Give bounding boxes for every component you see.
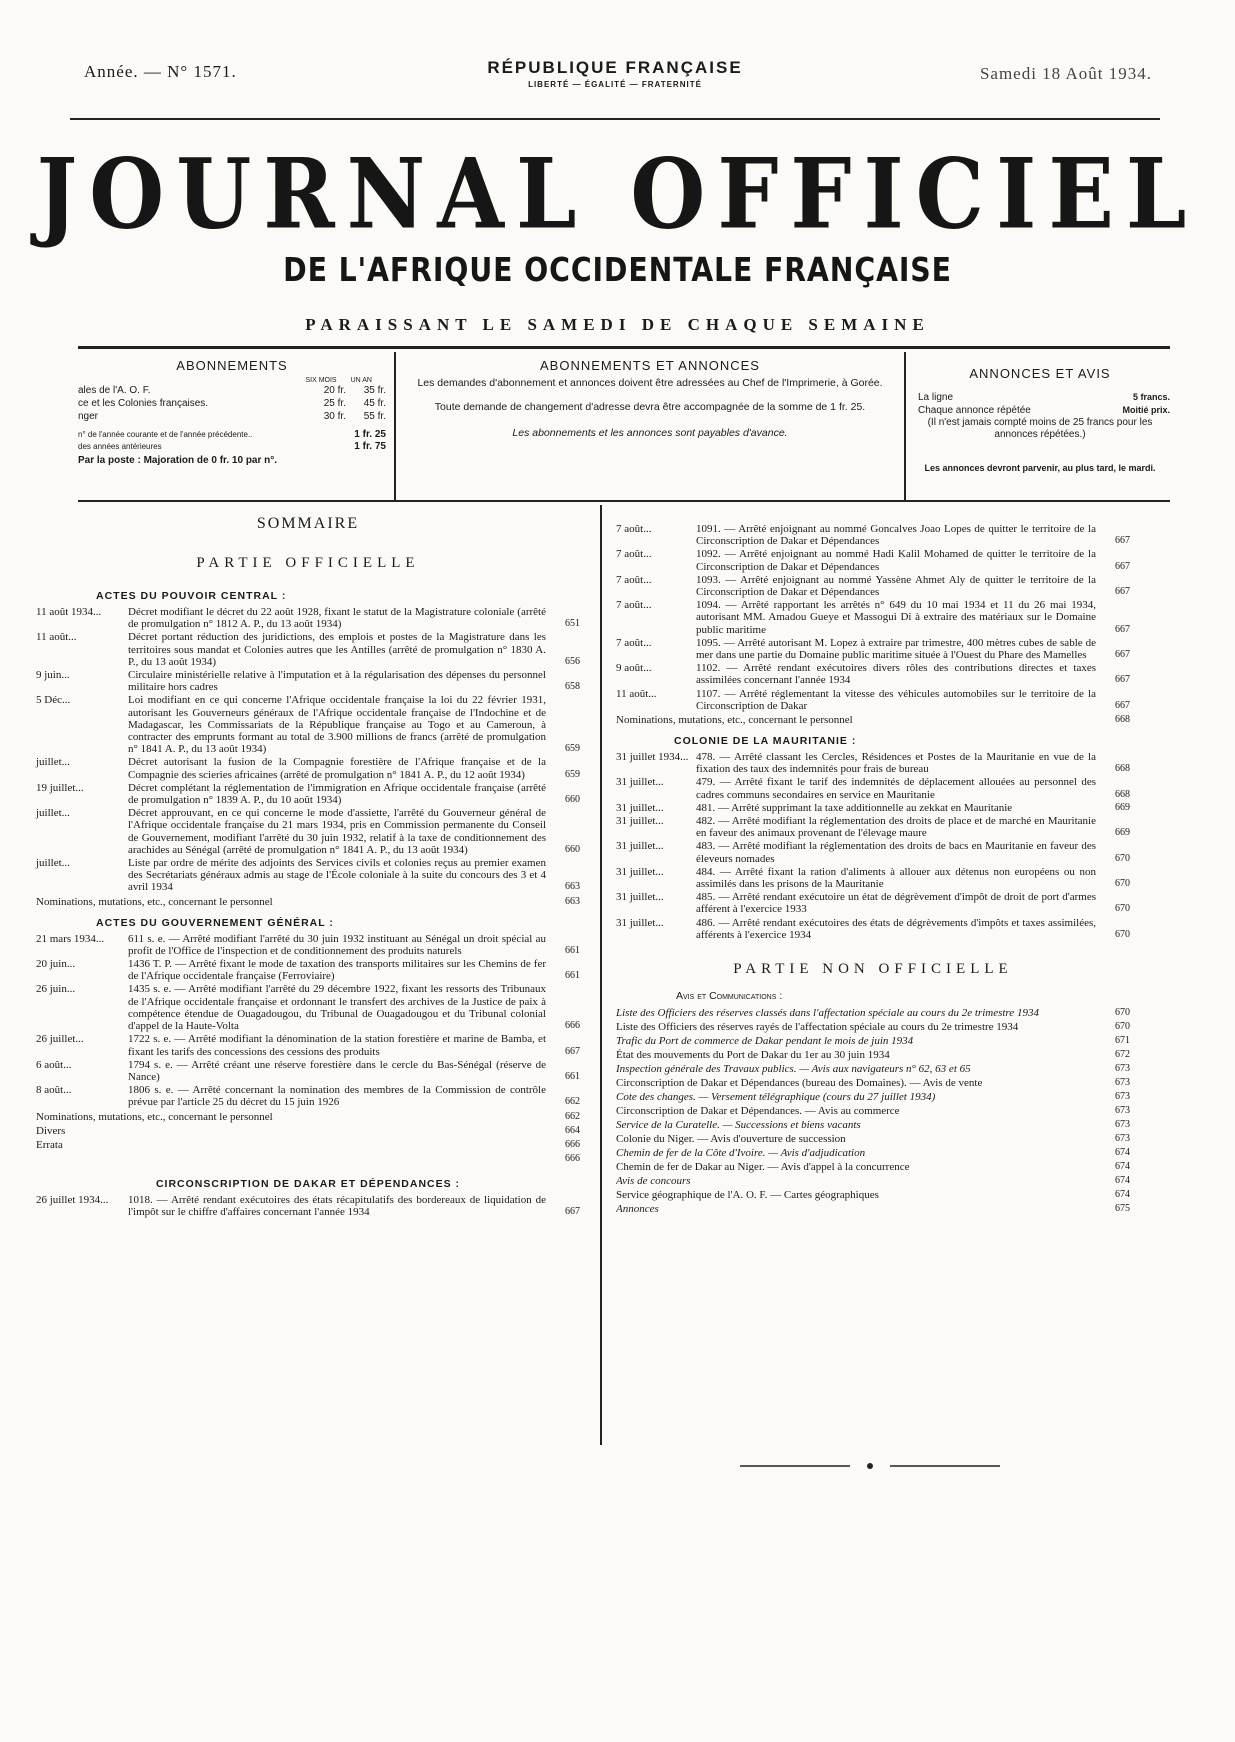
entry-date: 31 juillet 1934... <box>616 751 689 764</box>
sommaire-line <box>36 1152 580 1166</box>
sommaire-entry <box>36 983 580 1032</box>
entry-page: 673 <box>1115 1063 1130 1075</box>
entry-text: Cote des changes. — Versement télégraphique (cours du 27 juillet 1934) <box>616 1091 936 1104</box>
entry-page: 670 <box>1115 852 1130 864</box>
sommaire-line <box>616 1188 1130 1202</box>
sommaire-line <box>36 1110 580 1124</box>
entry-date: 9 juin... <box>36 669 70 682</box>
sommaire-line <box>616 1132 1130 1146</box>
entry-page: 658 <box>565 681 580 693</box>
entry-page: 670 <box>1115 1021 1130 1033</box>
entry-page: 661 <box>565 944 580 956</box>
entry-date: juillet... <box>36 756 70 769</box>
nominations-line: Nominations, mutations, etc., concernant le personnel 668 <box>616 714 1130 727</box>
entry-text: 481. — Arrêté supprimant la taxe additionnelle au zekkat en Mauritanie <box>696 801 1013 814</box>
entry-text: Service de la Curatelle. — Successions et biens vacants <box>616 1119 861 1132</box>
entry-text: Décret modifiant le décret du 22 août 1928, fixant le statut de la Magistrature coloniale (arrêté de promulgation n° 1812 A. P., du 13 août 1934) <box>128 606 546 631</box>
entry-text: Circulaire ministérielle relative à l'imputation et à la régularisation des dépenses du personnel militaire hors cadres <box>128 669 546 694</box>
entry-page: 667 <box>565 1045 580 1057</box>
rates-col-six: SIX MOIS <box>305 377 337 384</box>
entry-text: 485. — Arrêté rendant exécutoire un état de dégrèvement d'impôt de droit de port d'armes afférent à l'exercice 1933 <box>696 891 1096 916</box>
annonces-avis-title: ANNONCES ET AVIS <box>969 366 1111 381</box>
sommaire-right-column <box>616 505 1130 1216</box>
entry-text: Trafic du Port de commerce de Dakar pendant le mois de juin 1934 <box>616 1035 914 1048</box>
entry-page: 673 <box>1115 1077 1130 1089</box>
entry-page: 669 <box>1115 801 1130 813</box>
entry-text: Décret complétant la réglementation de l'immigration en Afrique occidentale française (arrêté de promulgation n° 1839 A. P., du 10 août 1934) <box>128 781 546 807</box>
sommaire-line <box>616 1160 1130 1174</box>
entry-page: 668 <box>1115 788 1130 800</box>
abonnements-annonces-p1: Les demandes d'abonnement et annonces doivent être adressées au Chef de l'Imprimerie, à Gorée. <box>417 377 883 389</box>
entry-text: Chemin de fer de Dakar au Niger. — Avis d'appel à la concurrence <box>616 1161 910 1174</box>
sommaire-line <box>616 1174 1130 1188</box>
entry-page: 666 <box>565 1152 580 1164</box>
sommaire-entry <box>616 662 1130 686</box>
sommaire-line <box>616 1076 1130 1090</box>
column-divider <box>600 505 602 1445</box>
boxes-rule <box>78 500 1170 502</box>
entry-text: 1794 s. e. — Arrêté créant une réserve forestière dans le cercle du Bas-Sénégal (réserve de Nance) <box>128 1058 546 1083</box>
sommaire-entry <box>616 917 1130 941</box>
sommaire-line <box>616 1020 1130 1034</box>
entry-date: 7 août... <box>616 523 652 535</box>
sommaire-entry <box>616 866 1130 890</box>
entry-text: 1806 s. e. — Arrêté concernant la nomination des membres de la Commission de contrôle prévue par l'article 25 du décret du 15 juin 1926 <box>128 1084 546 1109</box>
sommaire-entry <box>616 802 1130 814</box>
abonnements-annonces-box <box>394 352 906 500</box>
entry-date: 9 août... <box>616 662 652 675</box>
section-mauritanie: COLONIE DE LA MAURITANIE : <box>674 735 857 748</box>
partie-non-officielle-title: PARTIE NON OFFICIELLE <box>733 961 1013 978</box>
header-line <box>70 52 1160 96</box>
entry-page: 670 <box>1115 903 1130 915</box>
entry-date: 7 août... <box>616 599 652 612</box>
entry-date: juillet... <box>36 807 70 820</box>
entry-page: 674 <box>1115 1147 1130 1159</box>
entry-page: 667 <box>1115 674 1130 686</box>
sommaire-entry <box>36 606 580 630</box>
entry-page: 667 <box>1115 560 1130 572</box>
entry-text: 1107. — Arrêté réglementant la vitesse des véhicules automobiles sur le territoire de la Circonscription de Dakar <box>696 687 1096 712</box>
entry-text: 1094. — Arrêté rapportant les arrêtés n° 649 du 10 mai 1934 et 11 du 26 mai 1934, autorisant MM. Amadou Gueye et Massogui Di à extraire des matériaux sur le Domaine public maritime <box>696 599 1096 636</box>
entry-text: 486. — Arrêté rendant exécutoires des états de dégrèvements d'impôts et taxes assimilées, afférents à l'exercice 1934 <box>696 916 1096 941</box>
entry-text: Décret autorisant la fusion de la Compagnie forestière de l'Afrique française et de la Compagnie des scieries africaines (arrêté de promulgation n° 1841 A. P., du 12 août 1934) <box>128 756 546 781</box>
entry-date: 31 juillet... <box>616 891 664 904</box>
entry-date: 11 août... <box>616 687 657 700</box>
header-rule <box>70 118 1160 120</box>
entry-page: 662 <box>565 1096 580 1108</box>
entry-page: 662 <box>565 1110 580 1122</box>
sommaire-entry <box>36 669 580 693</box>
masthead-rule <box>78 346 1170 349</box>
entry-page: 659 <box>565 743 580 755</box>
partie-officielle-title: PARTIE OFFICIELLE <box>196 555 420 571</box>
entry-page: 673 <box>1115 1119 1130 1131</box>
entry-text: 484. — Arrêté fixant la ration d'aliments à allouer aux détenus non européens ou non assimilés dans les prisons de la Mauritanie <box>696 865 1096 891</box>
sommaire-entry <box>616 776 1130 800</box>
masthead-title: JOURNAL OFFICIEL <box>36 138 1199 252</box>
sommaire-entry <box>616 840 1130 864</box>
entry-text: 1095. — Arrêté autorisant M. Lopez à extraire par trimestre, 400 mètres cubes de sable de mer dans une partie du Domaine public maritime située à l'Ouest du Phare des Mamelles <box>696 636 1096 662</box>
entry-page: 664 <box>565 1124 580 1136</box>
sommaire-entry <box>36 1059 580 1083</box>
entry-date: 8 août... <box>36 1084 72 1097</box>
rate-row: nger 30 fr. 55 fr. <box>78 411 386 422</box>
entry-text: Inspection générale des Travaux publics. — Avis aux navigateurs n° 62, 63 et 65 <box>616 1063 971 1076</box>
entry-page: 670 <box>1115 1007 1130 1019</box>
sommaire-entry <box>36 631 580 668</box>
entry-page: 673 <box>1115 1105 1130 1117</box>
entry-text: Avis de concours <box>616 1175 691 1188</box>
entry-date: 31 juillet... <box>616 776 664 789</box>
entry-text: 483. — Arrêté modifiant la réglementation des droits de bacs en Mauritanie en faveur des éleveurs nomades <box>696 840 1096 865</box>
end-ornament <box>730 1460 1010 1472</box>
entry-text: Liste des Officiers des réserves rayés de l'affectation spéciale au cours du 2e trimestre 1934 <box>616 1021 1019 1034</box>
entry-text: 1102. — Arrêté rendant exécutoires divers rôles des contributions directes et taxes assimilées concernant l'année 1934 <box>696 662 1096 687</box>
entry-text: Décret portant réduction des juridictions, des emplois et postes de la Magistrature dans les territoires sous mandat et Colonies autres que les Antilles (arrêté de promulgation n° 1830 A. P., du 13 août 1934) <box>128 631 546 668</box>
entry-date: 7 août... <box>616 636 652 649</box>
abonnements-annonces-title: ABONNEMENTS ET ANNONCES <box>540 358 760 373</box>
repeat-price: Chaque annonce répétée Moitié prix. <box>918 405 1170 416</box>
entry-date: 26 juillet 1934... <box>36 1193 109 1206</box>
entry-text: Loi modifiant en ce qui concerne l'Afrique occidentale française la loi du 22 février 1931, autorisant les Gouverneurs généraux de l'Afrique occidentale française de l'Indochine et de Madagascar, les Commissariats de la République française au Togo et au Cameroun, à contracter des emprunts formant au total de 3.900 millions de francs (arrêté de promulgation n° 1841 A. P., du 13 août 1934) <box>128 694 546 756</box>
sommaire-left-column <box>36 505 580 1219</box>
rates-col-year: UN AN <box>350 377 372 384</box>
abonnements-box <box>78 352 386 500</box>
entry-page: 660 <box>565 843 580 855</box>
entry-text: Annonces <box>616 1203 659 1216</box>
issue-price-row: n° de l'année courante et de l'année précédente.. 1 fr. 25 <box>78 429 386 440</box>
entry-page: 670 <box>1115 928 1130 940</box>
entry-page: 666 <box>565 1020 580 1032</box>
entry-date: juillet... <box>36 857 70 870</box>
entry-text: 1436 T. P. — Arrêté fixant le mode de taxation des transports militaires sur les Chemins de fer de l'Afrique occidentale française (Ferroviaire) <box>128 958 546 983</box>
abonnements-annonces-p2: Toute demande de changement d'adresse devra être accompagnée de la somme de 1 fr. 25. <box>434 401 866 413</box>
entry-text <box>36 1152 546 1166</box>
sommaire-entry <box>616 688 1130 712</box>
sommaire-line <box>616 1202 1130 1216</box>
section-pouvoir-central: ACTES DU POUVOIR CENTRAL : <box>96 590 287 602</box>
entry-page: 674 <box>1115 1175 1130 1187</box>
entry-date: 6 août... <box>36 1058 72 1071</box>
entry-text: 478. — Arrêté classant les Cercles, Résidences et Postes de la Mauritanie en vue de la fixation des taux des indemnités pour frais de bureau <box>696 751 1096 776</box>
sommaire-entry <box>616 891 1130 915</box>
sommaire-entry <box>36 756 580 780</box>
sommaire-entry <box>616 523 1130 547</box>
entry-page: 656 <box>565 655 580 667</box>
sommaire-entry <box>36 807 580 856</box>
sommaire-line <box>616 1090 1130 1104</box>
sommaire-line <box>36 1124 580 1138</box>
republic-title: RÉPUBLIQUE FRANÇAISE <box>487 58 743 77</box>
ligne-price: La ligne 5 francs. <box>918 392 1170 403</box>
sommaire-entry <box>616 815 1130 839</box>
nominations-line: Nominations, mutations, etc., concernant le personnel 663 <box>36 895 580 908</box>
entry-date: 31 juillet... <box>616 815 664 828</box>
sommaire-entry <box>36 782 580 806</box>
sommaire-line <box>616 1062 1130 1076</box>
entry-date: 26 juin... <box>36 983 76 996</box>
entry-text: 482. — Arrêté modifiant la réglementation des droits de place et de marché en Mauritanie en faveur des animaux provenant de l'élevage maure <box>696 815 1096 840</box>
entry-text: 1018. — Arrêté rendant exécutoires des états récapitulatifs des bordereaux de liquidation de l'impôt sur le chiffre d'affaires concernant l'année 1934 <box>128 1193 546 1218</box>
entry-page: 669 <box>1115 827 1130 839</box>
entry-date: 31 juillet... <box>616 840 664 853</box>
entry-page: 661 <box>565 1070 580 1082</box>
entry-page: 667 <box>1115 535 1130 547</box>
sommaire-entry <box>616 574 1130 598</box>
entry-date: 21 mars 1934... <box>36 932 105 945</box>
year-issue: Année. — N° 1571. <box>84 62 237 81</box>
section-dakar: CIRCONSCRIPTION DE DAKAR ET DÉPENDANCES : <box>155 1177 461 1190</box>
entry-text: Circonscription de Dakar et Dépendances (bureau des Domaines). — Avis de vente <box>616 1077 983 1090</box>
annonces-note: (Il n'est jamais compté moins de 25 francs pour les annonces répétées.) <box>927 417 1153 440</box>
entry-text: 1093. — Arrêté enjoignant au nommé Yassène Ahmet Aly de quitter le territoire de la Circonscription de Dakar et Dépendances <box>696 573 1096 599</box>
sommaire-entry <box>36 1033 580 1057</box>
rates-table <box>78 377 386 423</box>
sommaire-entry <box>616 599 1130 636</box>
entry-text: Divers <box>36 1124 66 1137</box>
entry-page: 667 <box>1115 649 1130 661</box>
entry-page: 674 <box>1115 1189 1130 1201</box>
entry-date: 31 juillet... <box>616 916 664 929</box>
entry-text: 1092. — Arrêté enjoignant au nommé Hadi Kalil Mohamed de quitter le territoire de la Circonscription de Dakar et Dépendances <box>696 548 1096 573</box>
sommaire-title: SOMMAIRE <box>256 515 360 532</box>
entry-text: 611 s. e. — Arrêté modifiant l'arrêté du 30 juin 1932 instituant au Sénégal un droit spécial au profit de l'Office de l'inspection et de conditionnement des produits naturels <box>128 932 546 957</box>
entry-text: 1722 s. e. — Arrêté modifiant la dénomination de la station forestière et marine de Bamba, et fixant les tarifs des concessions des cessions des produits <box>128 1033 546 1058</box>
sommaire-entry <box>616 637 1130 661</box>
entry-text: État des mouvements du Port de Dakar du 1er au 30 juin 1934 <box>616 1049 890 1062</box>
entry-page: 672 <box>1115 1049 1130 1061</box>
sommaire-entry <box>616 548 1130 572</box>
section-avis: Avis et Communications : <box>676 990 783 1003</box>
entry-date: 11 août 1934... <box>36 606 102 618</box>
abonnements-title: ABONNEMENTS <box>176 358 288 373</box>
entry-page: 661 <box>565 970 580 982</box>
entry-page: 667 <box>1115 623 1130 635</box>
sommaire-line <box>616 1146 1130 1160</box>
sommaire-line <box>36 1138 580 1152</box>
rate-row: ce et les Colonies françaises. 25 fr. 45 fr. <box>78 398 386 409</box>
entry-page: 663 <box>565 881 580 893</box>
sommaire-entry <box>36 857 580 894</box>
annonces-deadline: Les annonces devront parvenir, au plus tard, le mardi. <box>924 463 1156 473</box>
abonnements-annonces-p3: Les abonnements et les annonces sont payables d'avance. <box>512 427 788 439</box>
entry-text: Liste des Officiers des réserves classés dans l'affectation spéciale au cours du 2e trimestre 1934 <box>616 1007 1039 1020</box>
issue-price-row: des années antérieures 1 fr. 75 <box>78 441 386 452</box>
entry-date: 31 juillet... <box>616 801 664 814</box>
entry-page: 667 <box>565 1205 580 1217</box>
sommaire-entry <box>36 694 580 755</box>
entry-date: 7 août... <box>616 548 652 561</box>
entry-text: Circonscription de Dakar et Dépendances. — Avis au commerce <box>616 1105 900 1118</box>
entry-date: 5 Déc... <box>36 694 71 707</box>
rate-row: ales de l'A. O. F. 20 fr. 35 fr. <box>78 385 386 396</box>
entry-date: 7 août... <box>616 573 652 586</box>
entry-text: Errata <box>36 1138 63 1151</box>
sommaire-line <box>616 1118 1130 1132</box>
annonces-avis-box <box>910 352 1170 500</box>
entry-date: 19 juillet... <box>36 781 84 794</box>
entry-text: 1091. — Arrêté enjoignant au nommé Goncalves Joao Lopes de quitter le territoire de la Circonscription de Dakar et Dépendances <box>696 523 1096 548</box>
entry-page: 673 <box>1115 1133 1130 1145</box>
entry-page: 675 <box>1115 1203 1130 1215</box>
sommaire-entry <box>36 1084 580 1108</box>
entry-page: 651 <box>565 618 580 630</box>
entry-page: 667 <box>1115 586 1130 598</box>
sommaire-entry <box>36 933 580 957</box>
masthead-frequency: PARAISSANT LE SAMEDI DE CHAQUE SEMAINE <box>305 315 930 334</box>
entry-text: 1435 s. e. — Arrêté modifiant l'arrêté du 29 décembre 1922, fixant les ressorts des Tribunaux de l'Afrique occidentale française et ordonnant le transfert des archives de la Justice de paix à compétence étendue de Ouagadougou, du Tribunal de Ouagadougou et du Tribunal colonial d'appel de la Haute-Volta <box>128 983 546 1033</box>
entry-date: 11 août... <box>36 631 77 644</box>
entry-page: 659 <box>565 768 580 780</box>
entry-text: Liste par ordre de mérite des adjoints des Services civils et colonies reçus au premier examen des Secrétariats généraux admis au stage de l'École coloniale à la suite du concours des 3 et 4 avril 1934 <box>128 857 546 894</box>
entry-text: Nominations, mutations, etc., concernant le personnel <box>36 1110 273 1123</box>
entry-page: 660 <box>565 794 580 806</box>
entry-text: Chemin de fer de la Côte d'Ivoire. — Avis d'adjudication <box>616 1147 866 1160</box>
poste-note: Par la poste : Majoration de 0 fr. 10 par n°. <box>78 455 278 466</box>
entry-page: 671 <box>1115 1035 1130 1047</box>
issue-date: Samedi 18 Août 1934. <box>979 64 1152 83</box>
republic-motto: LIBERTÉ — ÉGALITÉ — FRATERNITÉ <box>528 80 702 89</box>
entry-page: 670 <box>1115 878 1130 890</box>
entry-text: Décret approuvant, en ce qui concerne le mode d'assiette, l'arrêté du Gouverneur général de l'Afrique occidentale française du 21 mars 1934, pris en Commission permanente du Conseil de Gouvernement, modifiant l'arrêté du 30 juin 1932, relatif à la taxe de conditionnement des arachides au Sénégal (arrêté de promulgation n° 1841 A. P., du 13 août 1934) <box>128 807 546 856</box>
sommaire-line <box>616 1048 1130 1062</box>
entry-page: 666 <box>565 1138 580 1150</box>
entry-page: 668 <box>1115 763 1130 775</box>
entry-page: 667 <box>1115 699 1130 711</box>
sommaire-line <box>616 1006 1130 1020</box>
entry-date: 31 juillet... <box>616 865 664 878</box>
sommaire-entry <box>36 958 580 982</box>
sommaire-line <box>616 1034 1130 1048</box>
entry-text: Service géographique de l'A. O. F. — Cartes géographiques <box>616 1189 879 1202</box>
masthead-subtitle: DE L'AFRIQUE OCCIDENTALE FRANÇAISE <box>283 250 952 289</box>
entry-date: 26 juillet... <box>36 1033 84 1046</box>
subscription-boxes <box>78 352 1170 500</box>
entry-page: 673 <box>1115 1091 1130 1103</box>
sommaire-line <box>616 1104 1130 1118</box>
rates-header <box>78 377 386 384</box>
entry-page: 674 <box>1115 1161 1130 1173</box>
entry-date: 20 juin... <box>36 958 76 971</box>
sommaire-entry <box>616 751 1130 775</box>
entry-text: 479. — Arrêté fixant le tarif des indemnités de déplacement allouées au personnel des cadres communs secondaires en service en Mauritanie <box>696 776 1096 801</box>
entry-text: Colonie du Niger. — Avis d'ouverture de succession <box>616 1133 846 1146</box>
section-gouvernement-general: ACTES DU GOUVERNEMENT GÉNÉRAL : <box>96 916 334 929</box>
sommaire-entry <box>36 1194 580 1218</box>
